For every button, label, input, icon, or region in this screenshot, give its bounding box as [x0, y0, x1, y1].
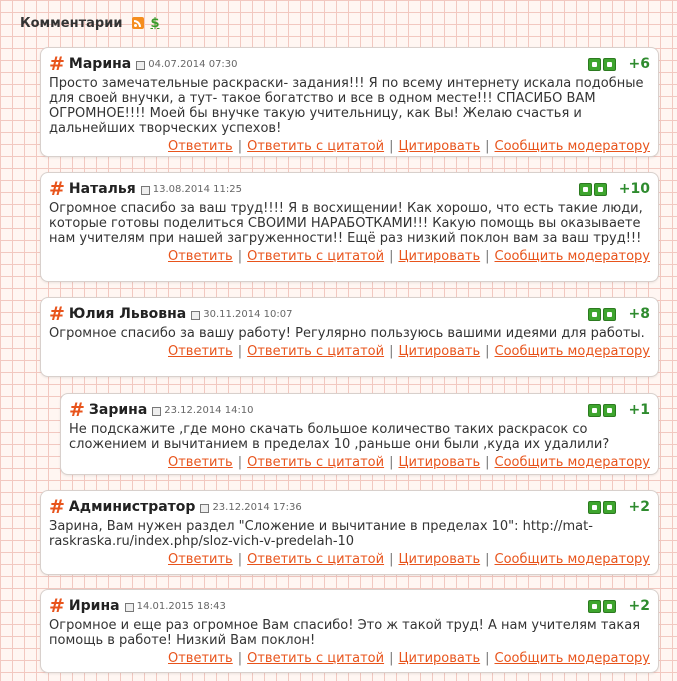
calendar-icon	[136, 61, 145, 70]
quote-link[interactable]: Цитировать	[398, 455, 481, 470]
comment-anchor-link[interactable]: #	[49, 303, 65, 325]
comment-date: 14.01.2015 18:43	[136, 600, 226, 612]
comment-actions: Ответить | Ответить с цитатой | Цитировать | Сообщить модератору	[168, 344, 650, 359]
comment-anchor-link[interactable]: #	[49, 496, 65, 518]
comment-anchor-link[interactable]: #	[69, 399, 85, 421]
comment-item-reply	[60, 393, 659, 475]
calendar-icon	[141, 186, 150, 195]
comment-header	[69, 400, 650, 420]
comment-actions: Ответить | Ответить с цитатой | Цитировать | Сообщить модератору	[168, 552, 650, 567]
comment-item	[40, 297, 659, 377]
comment-date: 04.07.2014 07:30	[148, 58, 238, 70]
comment-text: Зарина, Вам нужен раздел "Сложение и вычитание в пределах 10": http://mat-raskraska.ru/index.php/sloz-vich-v-predelah-10	[49, 519, 593, 549]
comment-anchor-link[interactable]: #	[49, 595, 65, 617]
vote-up-icon[interactable]	[579, 183, 592, 196]
quote-link[interactable]: Цитировать	[398, 552, 481, 567]
report-link[interactable]: Сообщить модератору	[494, 455, 650, 470]
comments-title: Комментарии	[20, 15, 123, 31]
comment-score: +2	[628, 598, 650, 614]
reply-link[interactable]: Ответить	[168, 249, 233, 264]
vote-up-icon[interactable]	[588, 404, 601, 417]
reply-quote-link[interactable]: Ответить с цитатой	[247, 139, 385, 154]
vote-up-icon[interactable]	[588, 501, 601, 514]
comment-author: Марина	[68, 56, 132, 72]
reply-link[interactable]: Ответить	[168, 455, 233, 470]
comment-item	[40, 589, 659, 673]
vote-up-icon[interactable]	[588, 58, 601, 71]
reply-link[interactable]: Ответить	[168, 651, 233, 666]
comment-date: 23.12.2014 17:36	[212, 501, 302, 513]
comment-text: Огромное и еще раз огромное Вам спасибо! Это ж такой труд! А нам учителям такая помощь в работе! Низкий Вам поклон!	[49, 618, 641, 648]
reply-link[interactable]: Ответить	[168, 139, 233, 154]
comment-date: 30.11.2014 10:07	[203, 308, 293, 320]
comment-header	[49, 54, 650, 74]
reply-quote-link[interactable]: Ответить с цитатой	[247, 455, 385, 470]
reply-quote-link[interactable]: Ответить с цитатой	[247, 249, 385, 264]
comment-score: +6	[628, 56, 650, 72]
comment-score: +10	[618, 181, 650, 197]
vote-down-icon[interactable]	[603, 308, 616, 321]
vote-down-icon[interactable]	[603, 58, 616, 71]
comment-anchor-link[interactable]: #	[49, 53, 65, 75]
calendar-icon	[152, 407, 161, 416]
comment-author: Наталья	[68, 181, 136, 197]
comment-text: Огромное спасибо за ваш труд!!!! Я в восхищении! Как хорошо, что есть такие люди, которые готовы поделиться СВОИМИ НАРАБОТКАМИ!!! Какую помощь вы оказываете нам учителям при нашей загруженности!! Ещё раз низкий поклон вам за ваш труд!!!	[49, 201, 643, 246]
rss-icon[interactable]	[132, 17, 144, 29]
comment-text: Не подскажите ,где моно скачать большое количество таких раскрасок со сложением и вычитанием в пределах 10 ,раньше они были ,куда их удалили?	[69, 422, 610, 452]
report-link[interactable]: Сообщить модератору	[494, 344, 650, 359]
comment-header	[49, 179, 650, 199]
comment-score: +1	[628, 402, 650, 418]
calendar-icon	[125, 603, 134, 612]
calendar-icon	[200, 504, 209, 513]
calendar-icon	[191, 311, 200, 320]
vote-down-icon[interactable]	[603, 501, 616, 514]
report-link[interactable]: Сообщить модератору	[494, 651, 650, 666]
comment-actions: Ответить | Ответить с цитатой | Цитировать | Сообщить модератору	[168, 651, 650, 666]
comment-header	[49, 497, 650, 517]
reply-quote-link[interactable]: Ответить с цитатой	[247, 552, 385, 567]
quote-link[interactable]: Цитировать	[398, 139, 481, 154]
vote-down-icon[interactable]	[594, 183, 607, 196]
reply-link[interactable]: Ответить	[168, 344, 233, 359]
comment-text: Огромное спасибо за вашу работу! Регулярно пользуюсь вашими идеями для работы.	[49, 326, 645, 341]
comment-date: 23.12.2014 14:10	[164, 404, 254, 416]
comment-anchor-link[interactable]: #	[49, 178, 65, 200]
comment-author: Зарина	[88, 402, 148, 418]
comment-score: +2	[628, 499, 650, 515]
dollar-icon[interactable]: $	[150, 15, 160, 31]
vote-up-icon[interactable]	[588, 600, 601, 613]
comment-date: 13.08.2014 11:25	[152, 183, 243, 195]
report-link[interactable]: Сообщить модератору	[494, 249, 650, 264]
comment-item	[40, 172, 659, 282]
comment-actions: Ответить | Ответить с цитатой | Цитировать | Сообщить модератору	[168, 139, 650, 154]
quote-link[interactable]: Цитировать	[398, 344, 481, 359]
quote-link[interactable]: Цитировать	[398, 651, 481, 666]
comment-item	[40, 47, 659, 157]
comment-header	[49, 596, 650, 616]
reply-quote-link[interactable]: Ответить с цитатой	[247, 651, 385, 666]
reply-quote-link[interactable]: Ответить с цитатой	[247, 344, 385, 359]
comment-author: Юлия Львовна	[68, 306, 187, 322]
comments-header	[20, 12, 160, 34]
report-link[interactable]: Сообщить модератору	[494, 552, 650, 567]
vote-down-icon[interactable]	[603, 404, 616, 417]
comment-text: Просто замечательные раскраски- задания!!! Я по всему интернету искала подобные для своей внучки, а тут- такое богатство и все в одном месте!!! СПАСИБО ВАМ ОГРОМНОЕ!!!! Моей бы внучке такую учительницу, как Вы! Желаю счастья и дальнейших творческих успехов!	[49, 76, 644, 136]
comment-actions: Ответить | Ответить с цитатой | Цитировать | Сообщить модератору	[168, 455, 650, 470]
vote-up-icon[interactable]	[588, 308, 601, 321]
reply-link[interactable]: Ответить	[168, 552, 233, 567]
vote-down-icon[interactable]	[603, 600, 616, 613]
comment-item	[40, 490, 659, 575]
report-link[interactable]: Сообщить модератору	[494, 139, 650, 154]
comment-author: Администратор	[68, 499, 196, 515]
comment-score: +8	[628, 306, 650, 322]
comment-author: Ирина	[68, 598, 120, 614]
comment-header	[49, 304, 650, 324]
quote-link[interactable]: Цитировать	[398, 249, 481, 264]
comment-actions: Ответить | Ответить с цитатой | Цитировать | Сообщить модератору	[168, 249, 650, 264]
